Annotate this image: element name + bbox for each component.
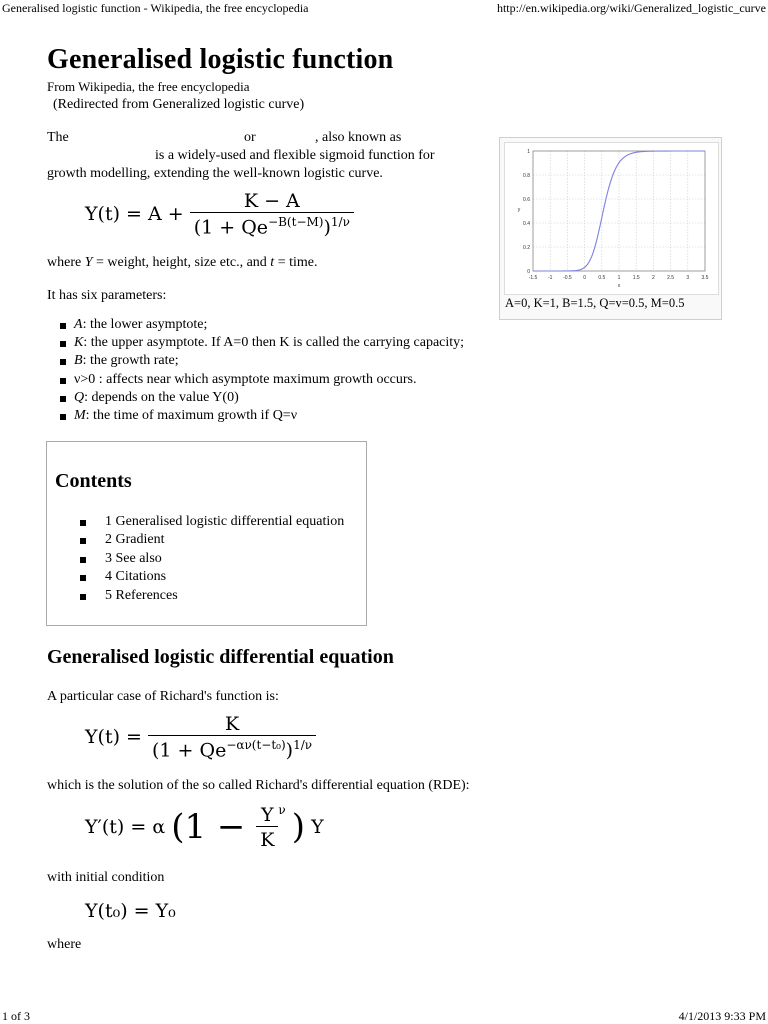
toc-item[interactable]: 3 See also [55, 550, 344, 568]
article-title: Generalised logistic function [47, 44, 394, 75]
from-line: From Wikipedia, the free encyclopedia [47, 79, 250, 94]
x-tick-label-3: 0 [583, 275, 586, 281]
formula1-numerator: K − A [243, 190, 300, 212]
where-line: where Y = weight, height, size etc., and t = time. [47, 255, 318, 270]
page-counter: 1 of 3 [2, 1009, 30, 1023]
x-tick-label-10: 3.5 [701, 275, 709, 281]
formula3-close: ) [291, 807, 306, 847]
formula3-rhs: Y [311, 816, 324, 838]
section-heading: Generalised logistic differential equation [47, 646, 394, 668]
toc-list [55, 513, 344, 605]
logistic-curve-chart [505, 143, 718, 294]
x-tick-label-0: -1.5 [528, 275, 538, 281]
six-params-intro: It has six parameters: [47, 288, 167, 303]
formula-richards-function [85, 713, 316, 761]
section1-paragraph1: A particular case of Richard's function is: [47, 689, 279, 704]
table-of-contents [46, 441, 367, 626]
x-tick-label-4: 0.5 [598, 275, 606, 281]
x-tick-label-9: 3 [686, 275, 690, 281]
formula1-lhs: Y(t) = A + [85, 203, 184, 226]
list-item: M: the time of maximum growth if Q=ν [47, 407, 464, 425]
section1-paragraph2: which is the solution of the so called Richard's differential equation (RDE): [47, 778, 470, 793]
toc-item[interactable]: 1 Generalised logistic differential equation [55, 513, 344, 531]
url-header[interactable]: http://en.wikipedia.org/wiki/Generalized_logistic_curve [496, 1, 766, 15]
x-tick-label-6: 1.5 [632, 275, 640, 281]
x-tick-label-5: 1 [617, 275, 621, 281]
intro-line2: is a widely-used and flexible sigmoid function for [155, 148, 435, 163]
formula-initial-condition: Y(t₀) = Y₀ [85, 900, 176, 922]
y-tick-label-2: 0.4 [523, 220, 530, 227]
intro-the: The [47, 130, 69, 145]
formula1-fraction [190, 190, 354, 238]
y-tick-label-4: 0.8 [523, 172, 530, 179]
formula2-lhs: Y(t) = [85, 726, 142, 749]
page-title-header: Generalised logistic function - Wikipedia, the free encyclopedia [2, 1, 309, 15]
x-tick-label-2: -0.5 [563, 275, 572, 281]
section1-paragraph3: with initial condition [47, 870, 165, 885]
y-tick-label-3: 0.6 [523, 196, 530, 203]
toc-item[interactable]: 2 Gradient [55, 531, 344, 549]
formula1-denominator: $(1 + Qe^{-B(t-M)})^{1/\nu}$ [190, 212, 354, 238]
x-axis-label: x [617, 283, 621, 289]
x-tick-label-7: 2 [652, 275, 655, 281]
y-tick-label-0: 0 [527, 268, 530, 275]
x-tick-label-8: 2.5 [667, 275, 675, 281]
list-item: K: the upper asymptote. If A=0 then K is called the carrying capacity; [47, 334, 464, 352]
formula3-lhs: Y′(t) = α [85, 816, 166, 838]
chart-image[interactable] [504, 142, 719, 295]
figure-thumbnail[interactable] [499, 137, 722, 320]
formula-generalised-logistic [85, 190, 354, 238]
intro-also-known-as: , also known as [315, 130, 402, 145]
redirect-note[interactable]: (Redirected from Generalized logistic curve) [53, 97, 305, 112]
list-item: ν>0 : affects near which asymptote maximum growth occurs. [47, 371, 464, 389]
formula3-open: (1 − [171, 807, 257, 847]
formula2-fraction [148, 713, 316, 761]
y-tick-label-5: 1 [527, 148, 530, 155]
toc-item[interactable]: 5 References [55, 587, 344, 605]
list-item: A: the lower asymptote; [47, 316, 464, 334]
intro-or: or [244, 130, 256, 145]
y-tick-label-1: 0.2 [523, 244, 530, 251]
formula2-numerator: K [224, 713, 240, 735]
formula3-fraction: $\frac{Y}{K}$ [256, 804, 278, 851]
list-item: Q: depends on the value Y(0) [47, 389, 464, 407]
x-tick-label-1: -1 [547, 275, 553, 281]
figure-caption: A=0, K=1, B=1.5, Q=v=0.5, M=0.5 [505, 296, 685, 310]
y-axis-label: y [517, 207, 521, 213]
parameter-list [47, 316, 464, 425]
section1-paragraph4: where [47, 937, 82, 952]
formula2-denominator: $(1 + Qe^{-\alpha\nu(t-t_0)})^{1/\nu}$ [148, 735, 316, 761]
intro-line3: growth modelling, extending the well-known logistic curve. [47, 166, 383, 181]
toc-item[interactable]: 4 Citations [55, 568, 344, 586]
formula-richards-differential-equation: Y′(t) = α (1 − $\frac{Y}{K}$ $^\nu$ ) Y [85, 803, 324, 851]
list-item: B: the growth rate; [47, 352, 464, 370]
toc-title: Contents [55, 470, 132, 492]
print-timestamp: 4/1/2013 9:33 PM [678, 1009, 766, 1023]
